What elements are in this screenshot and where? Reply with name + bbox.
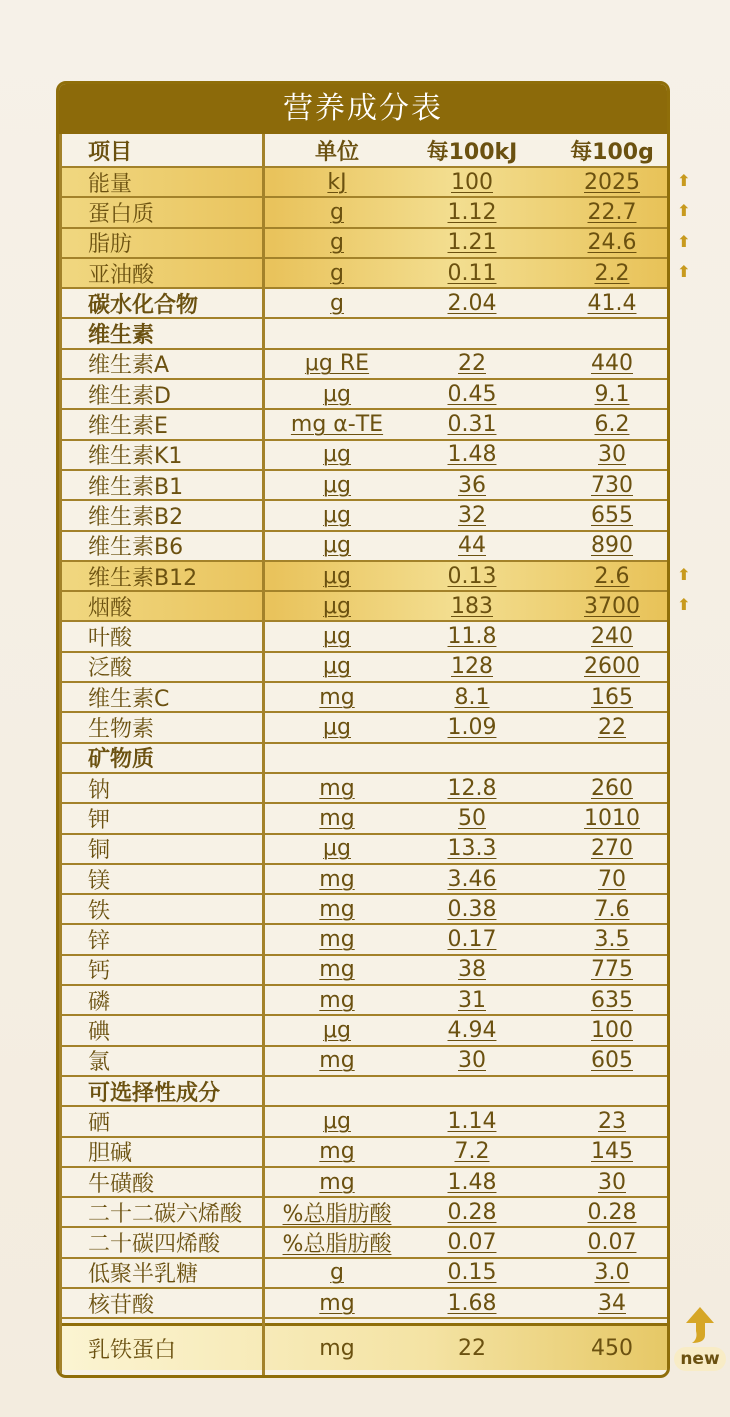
table-title: 营养成分表	[59, 84, 667, 134]
value-per-100g: 165	[591, 684, 633, 710]
table-row	[62, 320, 667, 350]
value-per-100g: 22	[598, 715, 626, 741]
nutrient-name: 烟酸	[88, 595, 133, 621]
value-per-100kj: 50	[458, 805, 486, 831]
value-per-100kj: 22	[458, 1335, 486, 1361]
value-per-100kj: 1.21	[447, 230, 497, 256]
table-row	[62, 895, 667, 925]
nutrient-unit: g	[330, 260, 344, 286]
nutrient-unit: g	[330, 230, 344, 256]
value-per-100kj: 44	[458, 533, 486, 559]
up-arrow-icon: ⬆	[677, 595, 691, 615]
nutrient-unit: μg	[323, 624, 351, 650]
nutrient-name: 脂肪	[88, 232, 133, 258]
nutrient-unit: mg	[319, 927, 355, 953]
header-item: 项目	[88, 139, 133, 165]
nutrient-unit: %总脂肪酸	[282, 1232, 392, 1258]
nutrient-name: 能量	[88, 171, 133, 197]
table-row	[62, 198, 667, 228]
value-per-100g: 775	[591, 957, 633, 983]
value-per-100kj	[412, 744, 532, 772]
table-row	[62, 804, 667, 834]
value-per-100kj: 13.3	[447, 836, 497, 862]
nutrient-unit: mg	[319, 805, 355, 831]
value-per-100g: 24.6	[587, 230, 637, 256]
nutrient-unit: mg	[319, 1290, 355, 1316]
value-per-100kj: 4.94	[447, 1018, 497, 1044]
nutrient-name: 可选择性成分	[88, 1080, 221, 1106]
value-per-100g: 450	[591, 1335, 633, 1361]
value-per-100g: 41.4	[587, 290, 637, 316]
value-per-100g: 730	[591, 472, 633, 498]
nutrient-name: 铜	[88, 838, 111, 864]
value-per-100kj: 3.46	[447, 866, 497, 892]
value-per-100g: 100	[591, 1018, 633, 1044]
table-row	[62, 623, 667, 653]
value-per-100kj: 31	[458, 987, 486, 1013]
table-row	[62, 289, 667, 319]
nutrient-name: 生物素	[88, 717, 155, 743]
nutrient-name: 维生素A	[88, 353, 170, 379]
table-row	[62, 1047, 667, 1077]
nutrient-name: 泛酸	[88, 656, 133, 682]
up-arrow-icon: ⬆	[677, 171, 691, 190]
table-row	[62, 350, 667, 380]
up-arrow-icon: ⬆	[677, 261, 691, 281]
nutrient-unit: mg	[319, 684, 355, 710]
nutrient-name: 钠	[88, 777, 111, 803]
nutrient-name: 蛋白质	[88, 201, 155, 227]
value-per-100kj: 1.14	[447, 1108, 497, 1134]
value-per-100g: 9.1	[594, 381, 630, 407]
value-per-100kj: 7.2	[454, 1139, 490, 1165]
value-per-100kj: 1.48	[447, 1169, 497, 1195]
nutrient-unit: mg	[319, 987, 355, 1013]
table-row	[62, 713, 667, 743]
nutrient-unit	[262, 320, 412, 348]
nutrient-unit: μg RE	[304, 351, 370, 377]
nutrient-name: 磷	[88, 989, 111, 1015]
table-row	[62, 1259, 667, 1289]
value-per-100kj: 1.09	[447, 715, 497, 741]
nutrition-table-card	[56, 81, 670, 1378]
table-row	[62, 229, 667, 259]
value-per-100kj: 0.31	[447, 412, 497, 438]
table-row	[62, 986, 667, 1016]
table-row	[62, 683, 667, 713]
value-per-100kj: 183	[451, 593, 493, 619]
table-row	[62, 1168, 667, 1198]
value-per-100kj: 0.38	[447, 896, 497, 922]
table-row	[62, 1138, 667, 1168]
nutrient-name: 二十碳四烯酸	[88, 1232, 221, 1258]
value-per-100g: 890	[591, 533, 633, 559]
value-per-100g: 655	[591, 502, 633, 528]
nutrient-unit: mg	[319, 1139, 355, 1165]
value-per-100kj: 2.04	[447, 290, 497, 316]
value-per-100kj: 100	[451, 169, 493, 195]
table-row	[62, 410, 667, 440]
table-header-row	[62, 134, 667, 168]
nutrient-unit: μg	[323, 1108, 351, 1134]
value-per-100g: 30	[598, 442, 626, 468]
up-arrow-icon: ⬆	[677, 231, 691, 251]
nutrient-unit: mg α-TE	[290, 412, 384, 438]
value-per-100g: 22.7	[587, 199, 637, 225]
table-row	[62, 592, 667, 622]
nutrient-name: 叶酸	[88, 626, 133, 652]
table-row	[62, 774, 667, 804]
value-per-100kj: 12.8	[447, 775, 497, 801]
nutrient-name: 二十二碳六烯酸	[88, 1201, 243, 1227]
nutrient-name: 维生素K1	[88, 444, 183, 470]
nutrient-unit: μg	[323, 442, 351, 468]
new-up-arrow-icon	[684, 1305, 716, 1345]
nutrient-unit: mg	[319, 896, 355, 922]
table-row-lactoferrin	[62, 1323, 667, 1370]
nutrient-unit: μg	[323, 715, 351, 741]
table-row	[62, 956, 667, 986]
nutrient-name: 维生素B1	[88, 474, 184, 500]
nutrient-unit: g	[330, 199, 344, 225]
nutrient-unit: g	[330, 1260, 344, 1286]
nutrient-name: 牛磺酸	[88, 1171, 155, 1197]
nutrient-name: 碘	[88, 1020, 111, 1046]
new-badge-label: new	[674, 1347, 726, 1371]
value-per-100g: 6.2	[594, 412, 630, 438]
value-per-100g: 2.6	[594, 563, 630, 589]
table-row	[62, 744, 667, 774]
value-per-100g: 635	[591, 987, 633, 1013]
nutrient-unit: g	[330, 290, 344, 316]
value-per-100kj: 0.11	[447, 260, 497, 286]
nutrient-name: 硒	[88, 1110, 111, 1136]
value-per-100g: 440	[591, 351, 633, 377]
nutrition-table	[59, 134, 667, 1375]
value-per-100g: 2.2	[594, 260, 630, 286]
table-row	[62, 653, 667, 683]
nutrient-unit: μg	[323, 593, 351, 619]
value-per-100g: 7.6	[594, 896, 630, 922]
nutrient-unit: μg	[323, 654, 351, 680]
nutrient-name: 碳水化合物	[88, 292, 199, 318]
nutrient-name: 维生素E	[88, 414, 168, 440]
table-row	[62, 835, 667, 865]
nutrient-name: 铁	[88, 898, 111, 924]
value-per-100kj: 128	[451, 654, 493, 680]
value-per-100g: 1010	[584, 805, 640, 831]
nutrient-unit: μg	[323, 381, 351, 407]
value-per-100kj: 0.28	[447, 1199, 497, 1225]
value-per-100g: 260	[591, 775, 633, 801]
value-per-100kj: 30	[458, 1048, 486, 1074]
table-row	[62, 168, 667, 198]
table-row	[62, 532, 667, 562]
nutrient-name: 钾	[88, 807, 111, 833]
header-per-100kj: 每100kJ	[426, 139, 518, 165]
table-row	[62, 441, 667, 471]
value-per-100kj: 22	[458, 351, 486, 377]
table-row	[62, 380, 667, 410]
value-per-100kj	[412, 1077, 532, 1105]
value-per-100g: 0.07	[587, 1230, 637, 1256]
nutrient-name: 锌	[88, 929, 111, 955]
nutrient-unit	[262, 1077, 412, 1105]
nutrient-unit	[262, 744, 412, 772]
value-per-100g: 70	[598, 866, 626, 892]
nutrient-unit: μg	[323, 563, 351, 589]
value-per-100kj: 36	[458, 472, 486, 498]
nutrient-name: 核苷酸	[88, 1292, 155, 1318]
nutrient-unit: kJ	[327, 169, 347, 195]
nutrient-unit: μg	[323, 502, 351, 528]
nutrient-unit: μg	[323, 472, 351, 498]
table-row	[62, 259, 667, 289]
nutrient-name: 维生素D	[88, 383, 171, 409]
value-per-100g: 605	[591, 1048, 633, 1074]
value-per-100g: 2600	[584, 654, 640, 680]
nutrient-name: 亚油酸	[88, 262, 155, 288]
nutrient-name: 维生素B6	[88, 535, 184, 561]
value-per-100kj: 1.48	[447, 442, 497, 468]
value-per-100g	[552, 744, 670, 772]
value-per-100g: 34	[598, 1290, 626, 1316]
value-per-100kj: 1.12	[447, 199, 497, 225]
value-per-100g: 3700	[584, 593, 640, 619]
up-arrow-icon: ⬆	[677, 564, 691, 584]
value-per-100kj: 38	[458, 957, 486, 983]
table-row	[62, 562, 667, 592]
table-row	[62, 471, 667, 501]
value-per-100kj: 0.17	[447, 927, 497, 953]
nutrient-name: 镁	[88, 868, 111, 894]
table-row	[62, 926, 667, 956]
nutrient-name: 矿物质	[88, 747, 155, 773]
value-per-100g: 0.28	[587, 1199, 637, 1225]
nutrient-unit: mg	[319, 866, 355, 892]
table-row	[62, 1289, 667, 1319]
nutrient-name: 氯	[88, 1050, 111, 1076]
value-per-100g	[552, 1077, 670, 1105]
nutrient-name: 维生素B2	[88, 504, 184, 530]
table-row	[62, 1198, 667, 1228]
value-per-100kj: 32	[458, 502, 486, 528]
value-per-100kj: 0.13	[447, 563, 497, 589]
table-row	[62, 1016, 667, 1046]
nutrient-name: 维生素	[88, 323, 155, 349]
nutrient-unit: μg	[323, 1018, 351, 1044]
nutrient-unit: mg	[319, 1169, 355, 1195]
value-per-100g: 2025	[584, 169, 640, 195]
value-per-100g: 23	[598, 1108, 626, 1134]
nutrient-unit: mg	[319, 775, 355, 801]
value-per-100kj: 0.07	[447, 1230, 497, 1256]
value-per-100g	[552, 320, 670, 348]
value-per-100kj: 1.68	[447, 1290, 497, 1316]
value-per-100g: 240	[591, 624, 633, 650]
header-unit: 单位	[314, 139, 359, 165]
value-per-100g: 3.0	[594, 1260, 630, 1286]
value-per-100kj: 0.45	[447, 381, 497, 407]
table-row	[62, 865, 667, 895]
column-divider	[262, 134, 265, 1375]
nutrient-unit: mg	[319, 1335, 355, 1361]
nutrient-unit: mg	[319, 957, 355, 983]
value-per-100g: 30	[598, 1169, 626, 1195]
header-per-100g: 每100g	[570, 139, 654, 165]
table-row	[62, 1229, 667, 1259]
nutrient-name: 低聚半乳糖	[88, 1262, 199, 1288]
up-arrow-icon: ⬆	[677, 201, 691, 221]
value-per-100g: 145	[591, 1139, 633, 1165]
table-row	[62, 1077, 667, 1107]
nutrient-unit: mg	[319, 1048, 355, 1074]
new-badge	[674, 1305, 726, 1375]
nutrient-name: 维生素B12	[88, 565, 198, 591]
nutrient-name: 胆碱	[88, 1141, 133, 1167]
value-per-100kj	[412, 320, 532, 348]
value-per-100kj: 11.8	[447, 624, 497, 650]
nutrient-unit: μg	[323, 533, 351, 559]
value-per-100g: 270	[591, 836, 633, 862]
table-row	[62, 501, 667, 531]
table-row	[62, 1107, 667, 1137]
value-per-100kj: 0.15	[447, 1260, 497, 1286]
nutrient-name: 钙	[88, 959, 111, 985]
nutrient-unit: μg	[323, 836, 351, 862]
value-per-100kj: 8.1	[454, 684, 490, 710]
nutrient-name: 乳铁蛋白	[88, 1337, 177, 1363]
value-per-100g: 3.5	[594, 927, 630, 953]
nutrient-name: 维生素C	[88, 686, 170, 712]
nutrient-unit: %总脂肪酸	[282, 1201, 392, 1227]
